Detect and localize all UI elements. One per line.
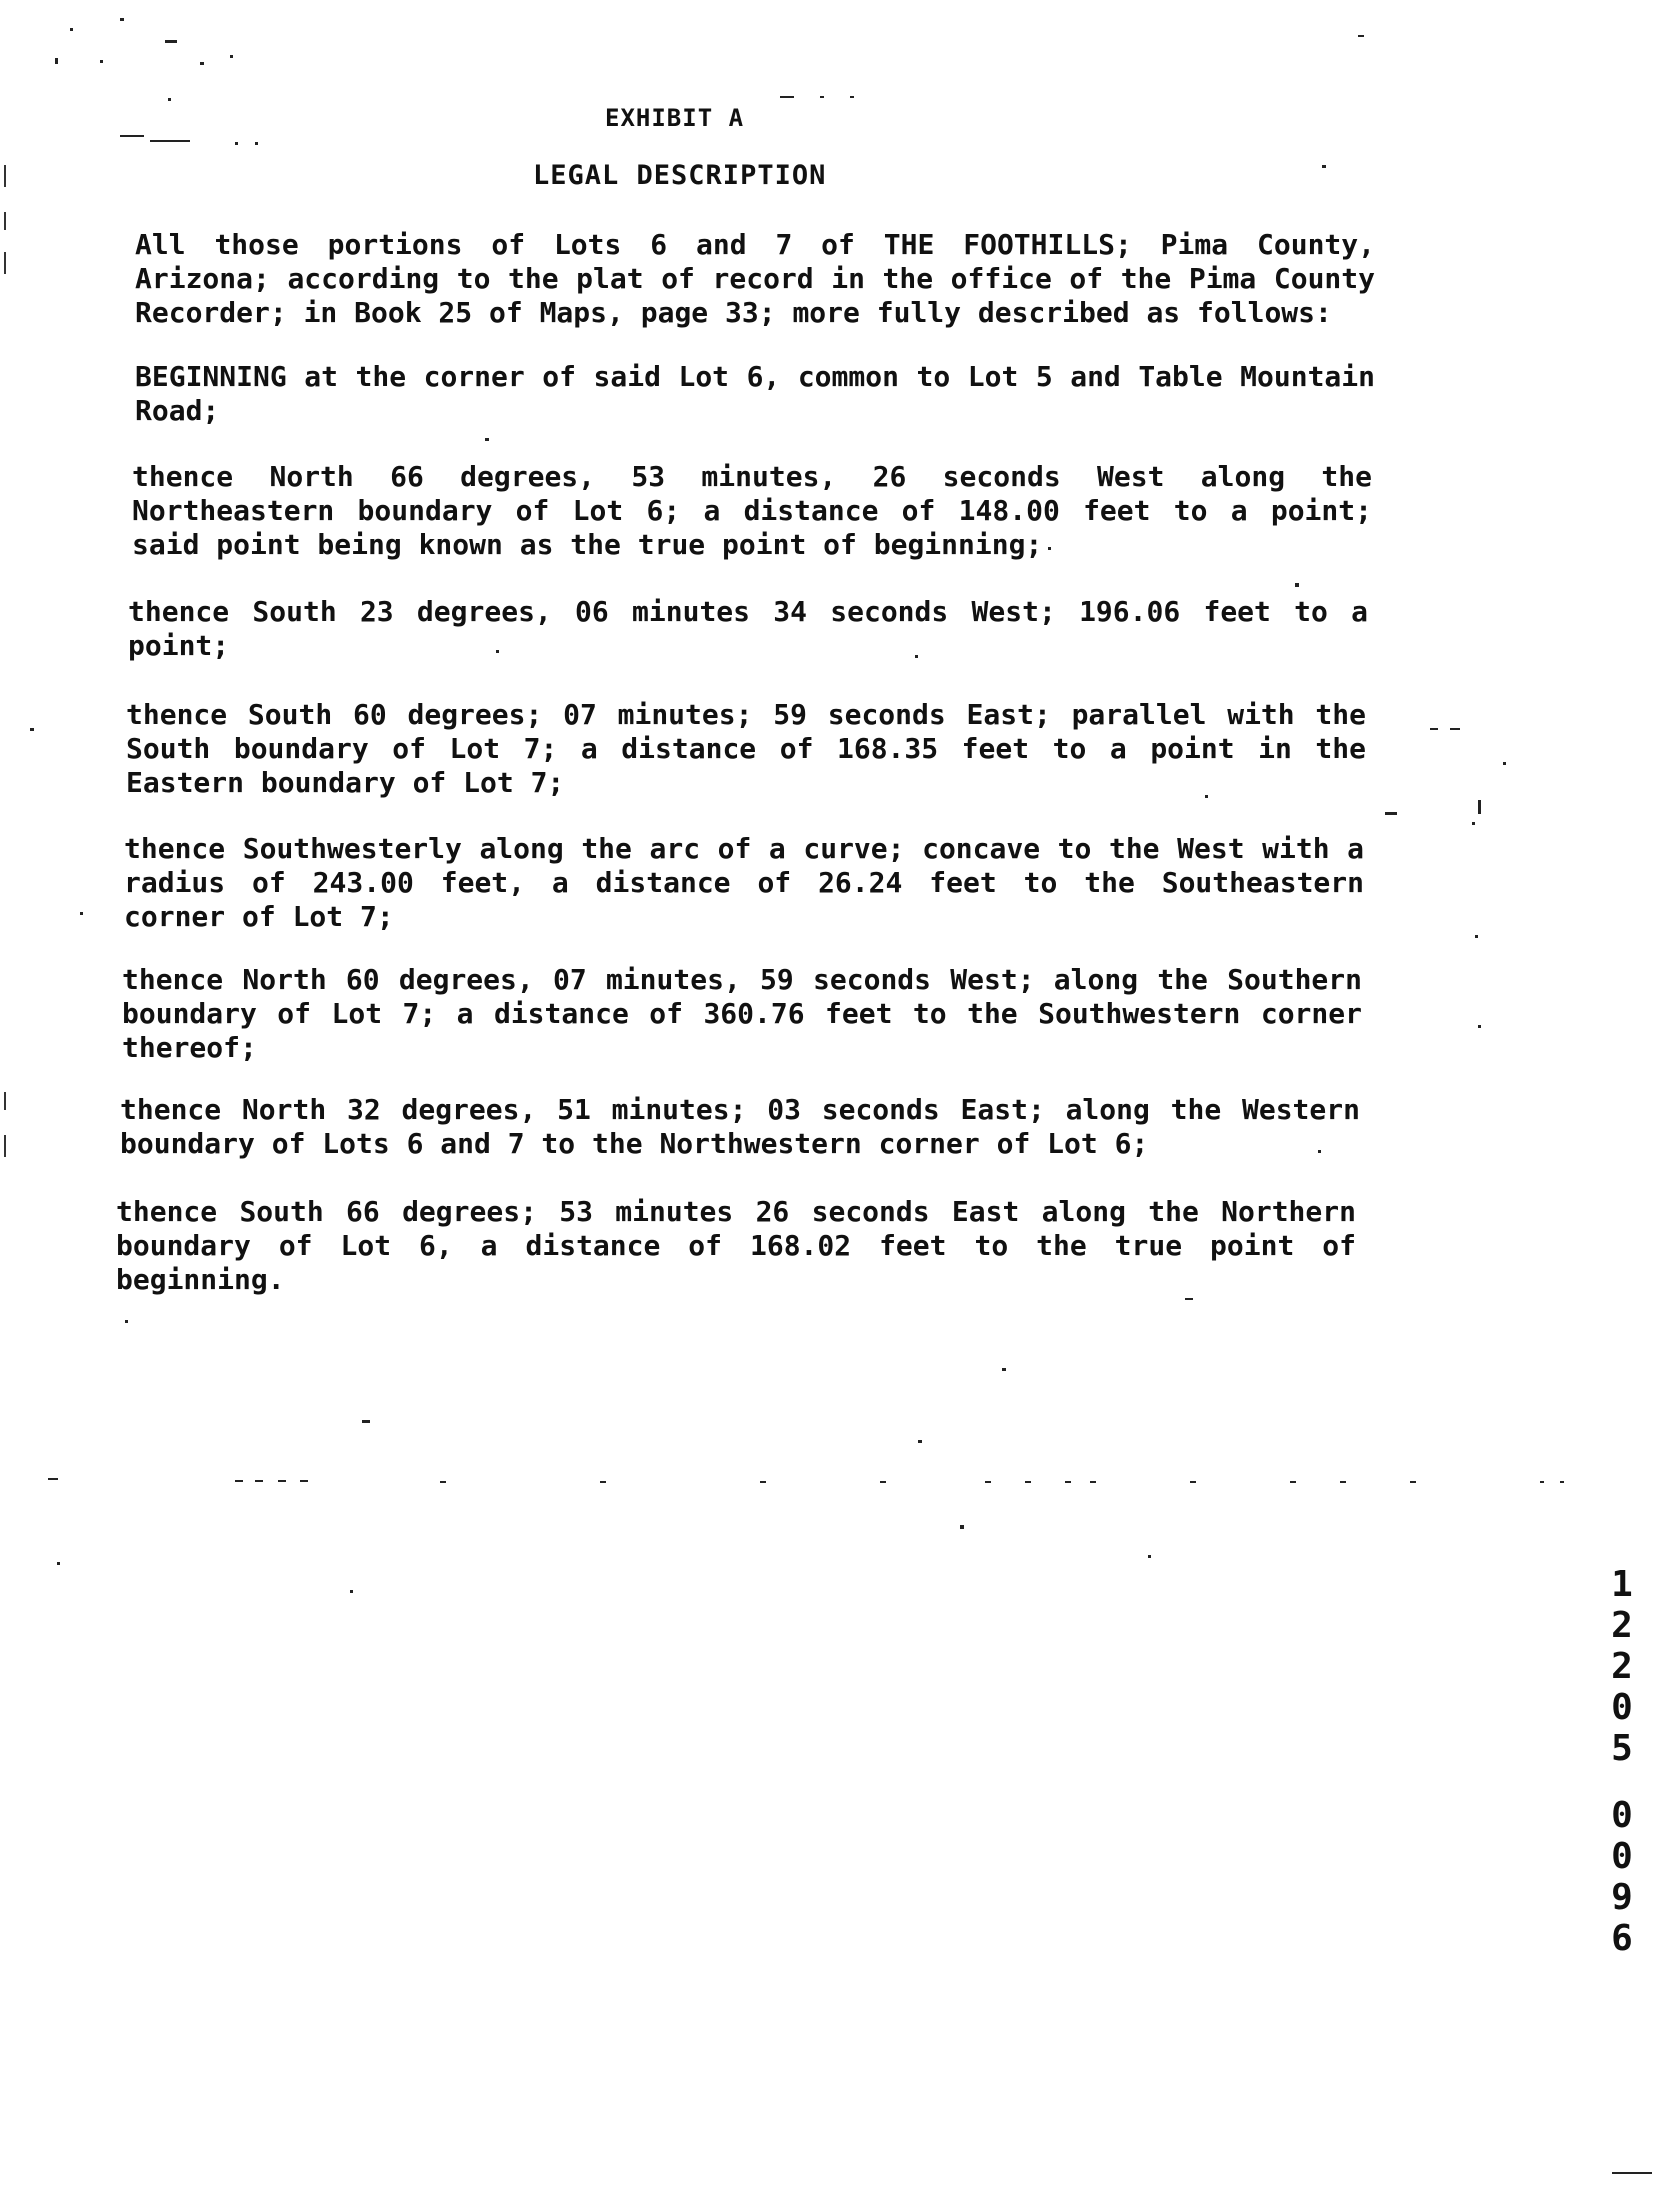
scan-speck [1190, 1481, 1196, 1483]
scan-speck [300, 1480, 308, 1482]
scan-speck [235, 1480, 243, 1482]
scan-speck [1025, 1481, 1031, 1483]
scan-speck [100, 60, 103, 63]
scan-margin-mark [4, 252, 6, 274]
scan-speck [1478, 1025, 1481, 1028]
scan-speck [1185, 1298, 1193, 1300]
scan-speck [1472, 822, 1475, 825]
scan-margin-mark [4, 1135, 6, 1157]
page-number-digit: 6 [1611, 1918, 1633, 1959]
scan-speck [1205, 795, 1208, 798]
scan-speck [255, 142, 258, 145]
scan-speck [600, 1481, 606, 1483]
scan-speck [1295, 583, 1299, 587]
scan-speck [1322, 165, 1326, 168]
page-number-digit: 0 [1611, 1687, 1633, 1728]
scan-speck [850, 96, 854, 98]
page-reference-number [1602, 1564, 1642, 1959]
scan-speck [125, 1320, 128, 1323]
scan-speck [48, 1478, 58, 1480]
scan-speck [915, 655, 918, 658]
scan-speck [960, 1525, 964, 1529]
scan-speck [880, 1481, 886, 1483]
paragraph-course-2: thence South 23 degrees, 06 minutes 34 seconds West; 196.06 feet to a point; [128, 595, 1368, 662]
scan-speck [350, 1590, 353, 1593]
scan-speck [1002, 1368, 1006, 1371]
scan-speck [1430, 728, 1438, 730]
page-number-digit: 9 [1611, 1877, 1633, 1918]
scan-speck [820, 96, 824, 98]
paragraph-course-6: thence North 32 degrees, 51 minutes; 03 seconds East; along the Western boundary of Lots 6 and 7 to the Northwestern corner of Lot 6; [120, 1093, 1360, 1160]
scan-speck [985, 1481, 991, 1483]
scan-speck [1385, 812, 1397, 815]
scan-speck [1450, 728, 1460, 730]
scan-speck [780, 96, 794, 98]
scan-speck [278, 1480, 286, 1482]
page-number-digit: 0 [1611, 1836, 1633, 1877]
scan-speck [1148, 1555, 1151, 1558]
scan-speck [120, 135, 144, 137]
paragraph-beginning: BEGINNING at the corner of said Lot 6, common to Lot 5 and Table Mountain Road; [135, 360, 1375, 427]
scan-speck [1090, 1481, 1096, 1483]
scan-speck [1048, 547, 1051, 550]
scan-speck [150, 140, 190, 142]
scan-speck [1540, 1481, 1544, 1483]
scan-speck [120, 18, 124, 21]
scan-speck [55, 58, 58, 64]
paragraph-intro: All those portions of Lots 6 and 7 of THE FOOTHILLS; Pima County, Arizona; according to the plat of record in the office of the Pima County Recorder; in Book 25 of Maps, page 33; more fully described as follows: [135, 228, 1375, 329]
paragraph-course-7: thence South 66 degrees; 53 minutes 26 seconds East along the Northern boundary of Lot 6, a distance of 168.02 feet to the true point of beginning. [116, 1195, 1356, 1296]
exhibit-title: EXHIBIT A [605, 104, 745, 132]
paragraph-course-1: thence North 66 degrees, 53 minutes, 26 seconds West along the Northeastern boundary of Lot 6; a distance of 148.00 feet to a point; said point being known as the true point of beginning; [132, 460, 1372, 561]
scan-speck [1318, 1150, 1321, 1153]
scan-speck [1475, 935, 1478, 938]
scan-speck [1612, 2172, 1652, 2174]
scan-speck [57, 1562, 60, 1565]
scan-speck [1290, 1481, 1296, 1483]
scan-speck [918, 1440, 922, 1443]
scan-speck [80, 912, 83, 915]
scan-speck [1340, 1481, 1346, 1483]
scan-speck [165, 40, 177, 43]
scan-speck [1503, 762, 1506, 765]
scan-speck [168, 98, 171, 101]
scan-speck [1478, 800, 1481, 814]
page-number-digit: 0 [1611, 1795, 1633, 1836]
scan-speck [1065, 1481, 1071, 1483]
scan-speck [362, 1420, 370, 1423]
scan-margin-mark [4, 212, 6, 230]
scan-speck [235, 142, 238, 145]
scan-margin-mark [4, 165, 6, 187]
scan-speck [1358, 35, 1364, 37]
scan-speck [30, 728, 34, 731]
scan-speck [1560, 1481, 1564, 1483]
page-number-digit: 2 [1611, 1605, 1633, 1646]
scan-speck [200, 62, 204, 65]
page-number-digit: 5 [1611, 1728, 1633, 1769]
page-number-digit: 1 [1611, 1564, 1633, 1605]
scan-speck [255, 1480, 263, 1482]
paragraph-course-5: thence North 60 degrees, 07 minutes, 59 seconds West; along the Southern boundary of Lot 7; a distance of 360.76 feet to the Southwestern corner thereof; [122, 963, 1362, 1064]
scan-margin-mark [4, 1092, 6, 1110]
scan-speck [230, 55, 233, 58]
page-number-gap [1602, 1769, 1642, 1795]
scan-speck [496, 650, 499, 653]
scan-speck [70, 28, 73, 31]
scan-speck [760, 1481, 766, 1483]
paragraph-course-4: thence Southwesterly along the arc of a curve; concave to the West with a radius of 243.00 feet, a distance of 26.24 feet to the Southeastern corner of Lot 7; [124, 832, 1364, 933]
scan-speck [485, 438, 489, 441]
scan-speck [440, 1481, 446, 1483]
paragraph-course-3: thence South 60 degrees; 07 minutes; 59 seconds East; parallel with the South boundary of Lot 7; a distance of 168.35 feet to a point in the Eastern boundary of Lot 7; [126, 698, 1366, 799]
page-number-digit: 2 [1611, 1646, 1633, 1687]
scan-speck [1410, 1481, 1416, 1483]
document-title: LEGAL DESCRIPTION [533, 160, 827, 191]
